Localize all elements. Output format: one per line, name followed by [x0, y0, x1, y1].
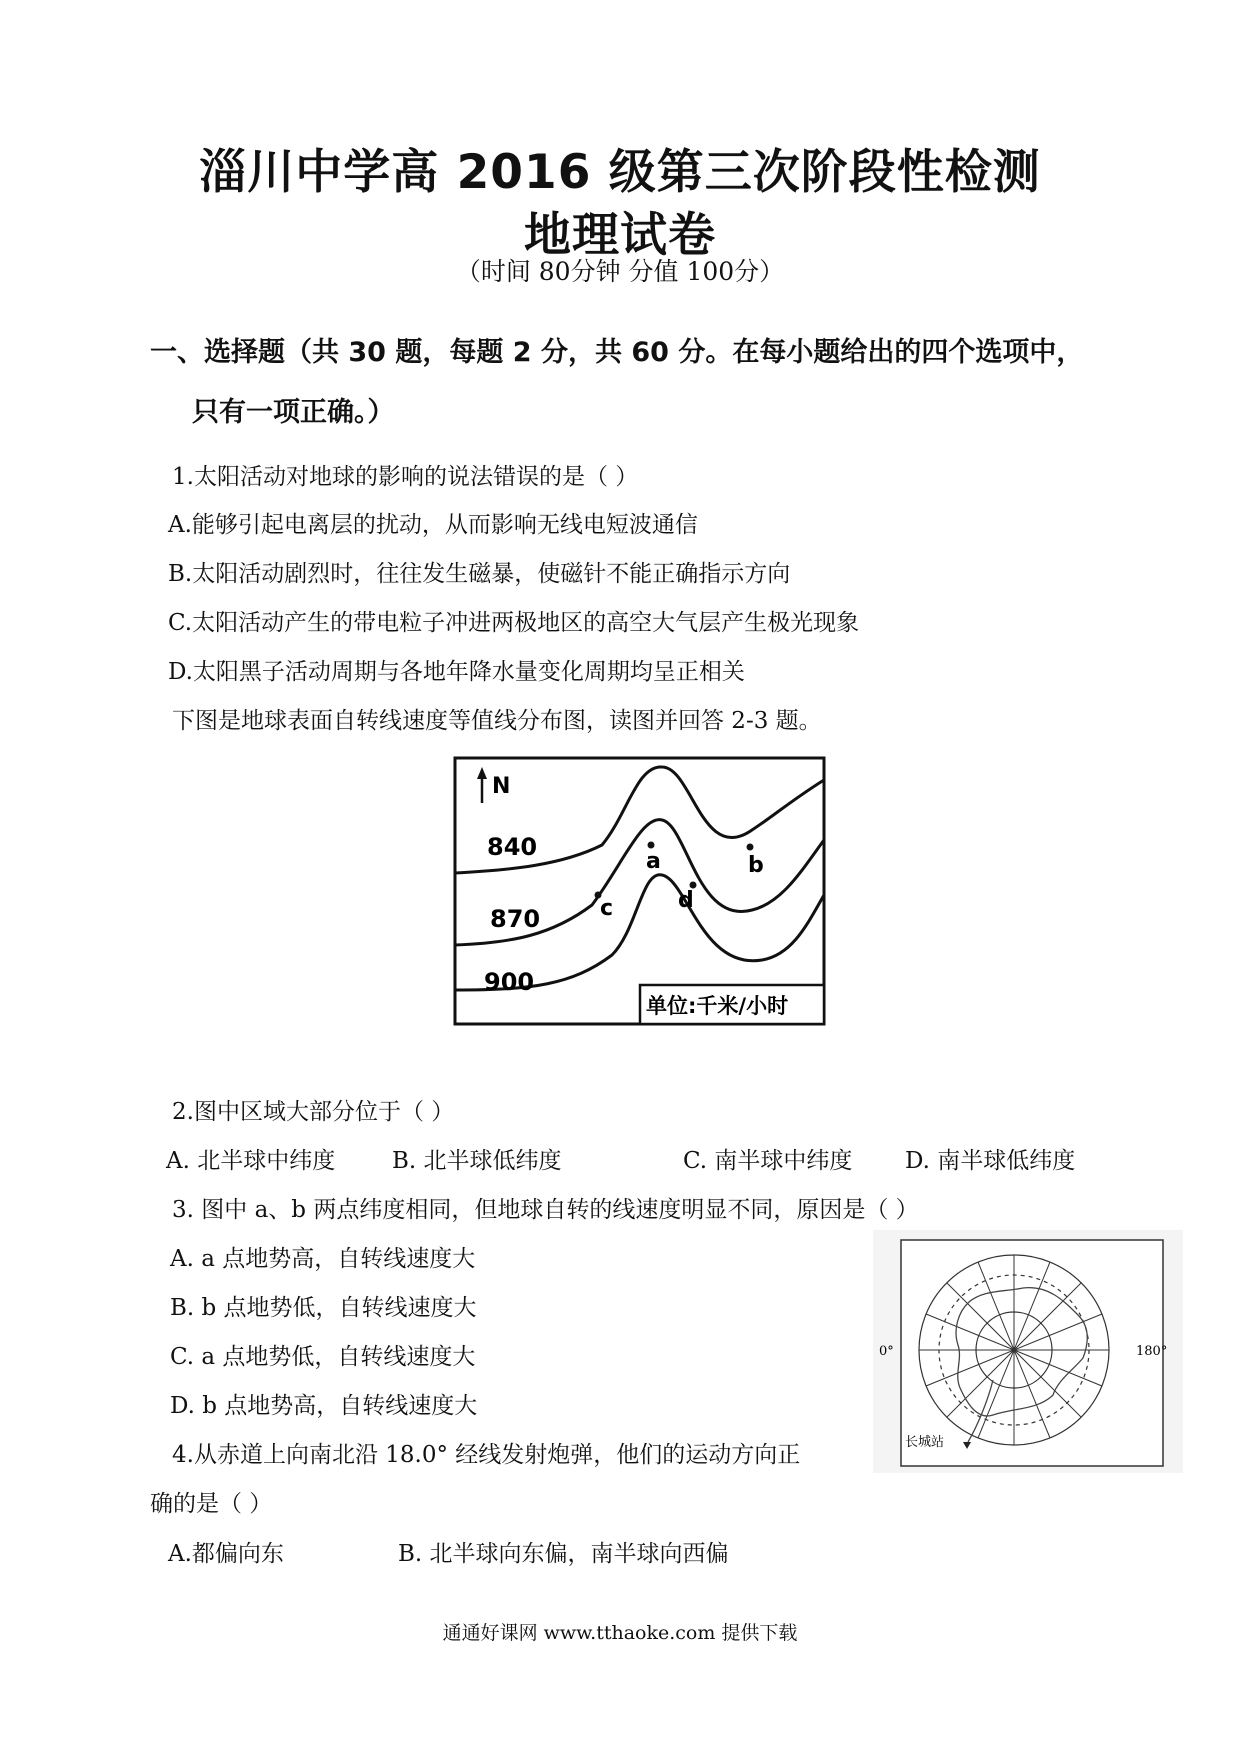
station-label: 长城站 — [905, 1435, 945, 1450]
intro-2-3: 下图是地球表面自转线速度等值线分布图，读图并回答 2-3 题。 — [172, 708, 822, 734]
q3-option-d: D. b 点地势高，自转线速度大 — [170, 1393, 478, 1419]
point-c-label: c — [600, 896, 614, 921]
q3-stem: 3. 图中 a、b 两点纬度相同，但地球自转的线速度明显不同，原因是（ ） — [172, 1197, 919, 1223]
q2-option-d: D. 南半球低纬度 — [905, 1148, 1076, 1174]
unit-label: 单位:千米/小时 — [646, 994, 789, 1018]
q1-stem: 1.太阳活动对地球的影响的说法错误的是（ ） — [172, 464, 639, 490]
exam-info: （时间 80分钟 分值 100分） — [455, 257, 785, 286]
q1-option-d: D.太阳黑子活动周期与各地年降水量变化周期均呈正相关 — [168, 659, 745, 685]
point-a-marker — [648, 842, 655, 849]
q4-stem-line1: 4.从赤道上向南北沿 18.0° 经线发射炮弹，他们的运动方向正 — [172, 1442, 801, 1468]
contour-label-870: 870 — [490, 905, 541, 933]
rotation-speed-contour-map — [452, 755, 827, 1027]
q1-option-a: A.能够引起电离层的扰动，从而影响无线电短波通信 — [168, 512, 698, 538]
section-heading-cont: 只有一项正确。） — [192, 397, 395, 428]
q2-option-a: A. 北半球中纬度 — [166, 1148, 336, 1174]
exam-title: 淄川中学高 2016 级第三次阶段性检测 — [199, 145, 1041, 200]
q3-option-b: B. b 点地势低，自转线速度大 — [170, 1295, 477, 1321]
q1-option-b: B.太阳活动剧烈时，往往发生磁暴，使磁针不能正确指示方向 — [168, 561, 791, 587]
q4-stem-line2: 确的是（ ） — [150, 1491, 273, 1517]
q1-option-c: C.太阳活动产生的带电粒子冲进两极地区的高空大气层产生极光现象 — [168, 610, 860, 636]
q3-option-c: C. a 点地势低，自转线速度大 — [170, 1344, 476, 1370]
polar-projection-map — [873, 1230, 1183, 1473]
q2-stem: 2.图中区域大部分位于（ ） — [172, 1099, 455, 1125]
contour-label-900: 900 — [484, 968, 535, 996]
exam-subject-title: 地理试卷 — [524, 208, 716, 263]
q2-option-c: C. 南半球中纬度 — [683, 1148, 853, 1174]
north-label: N — [492, 774, 511, 799]
point-a-label: a — [646, 849, 661, 874]
footer-watermark: 通通好课网 www.tthaoke.com 提供下载 — [442, 1622, 798, 1644]
point-b-label: b — [748, 853, 764, 878]
q2-option-b: B. 北半球低纬度 — [392, 1148, 562, 1174]
label-180-degree: 180° — [1136, 1344, 1168, 1359]
section-heading: 一、选择题（共 30 题，每题 2 分，共 60 分。在每小题给出的四个选项中， — [150, 337, 1084, 368]
label-0-degree: 0° — [879, 1344, 894, 1359]
q4-option-a: A.都偏向东 — [168, 1541, 284, 1567]
q4-option-b: B. 北半球向东偏，南半球向西偏 — [398, 1541, 729, 1567]
contour-label-840: 840 — [487, 833, 538, 861]
q3-option-a: A. a 点地势高，自转线速度大 — [170, 1246, 476, 1272]
point-d-label: d — [678, 888, 694, 913]
point-b-marker — [747, 844, 754, 851]
